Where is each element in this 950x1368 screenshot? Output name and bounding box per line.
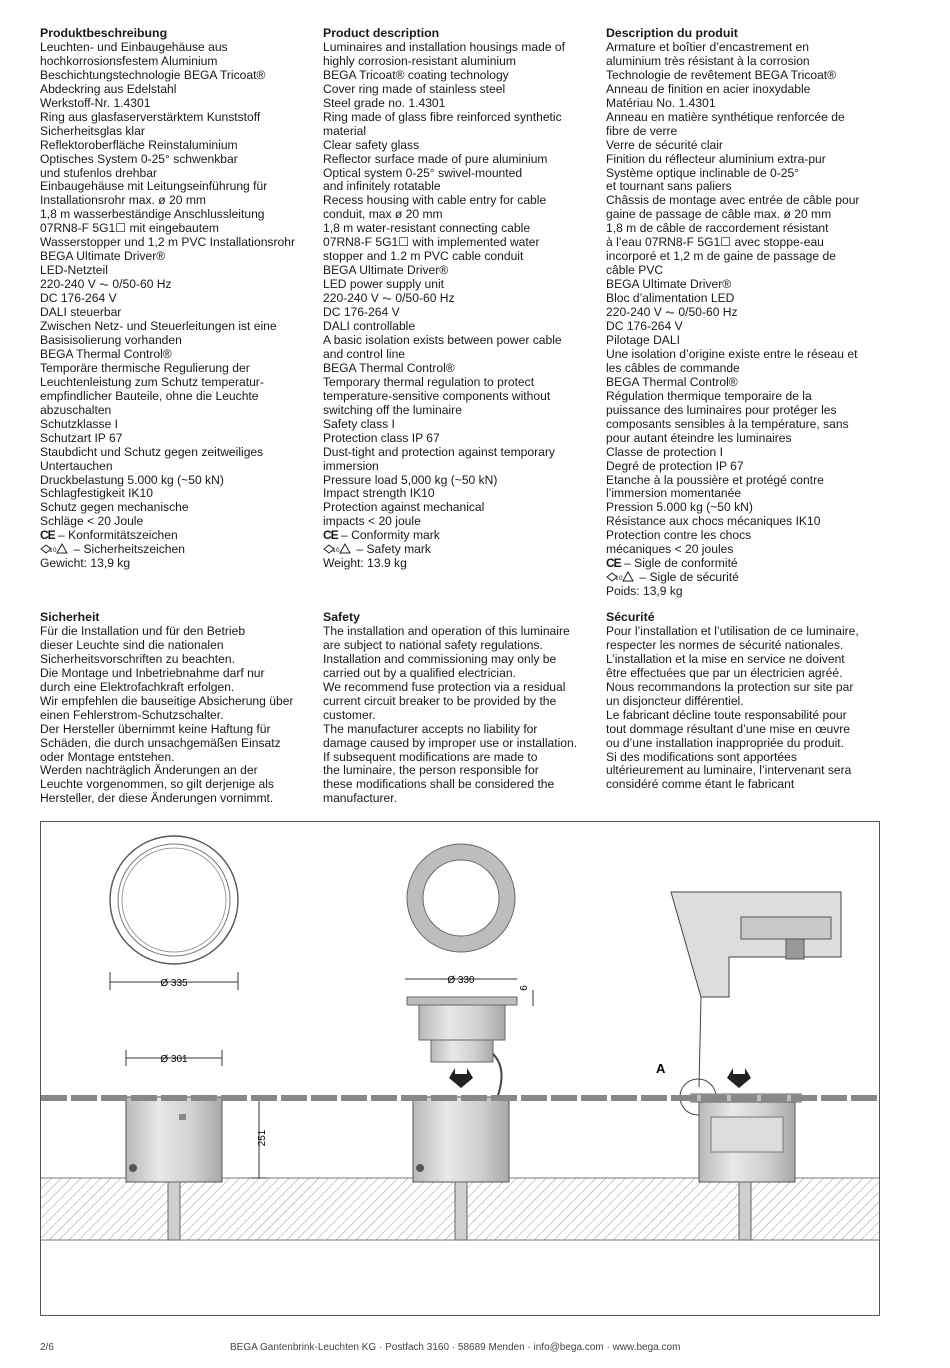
- text-line: Steel grade no. 1.4301: [323, 95, 446, 110]
- safety-section-fr: [606, 611, 878, 792]
- svg-text:10: 10: [332, 547, 340, 555]
- text-line: 07RN8-F 5G1☐ mit eingebautem: [40, 221, 219, 236]
- safety-mark-icon: [606, 571, 636, 582]
- text-line: conduit, max ø 20 mm: [323, 207, 443, 222]
- cover-diameter-label: Ø 330: [447, 975, 475, 986]
- text-line: damage caused by improper use or installation.: [323, 735, 578, 750]
- text-line: durch eine Elektrofachkraft erfolgen.: [40, 679, 235, 694]
- text-line: und stufenlos drehbar: [40, 165, 157, 180]
- text-line: L’installation et la mise en service ne doivent: [606, 651, 845, 666]
- text-line: Staubdicht und Schutz gegen zeitweiliges: [40, 444, 264, 459]
- text-line: Installationsrohr max. ø 20 mm: [40, 193, 207, 208]
- text-line: mécaniques < 20 joules: [606, 542, 734, 557]
- text-line: Schutz gegen mechanische: [40, 500, 189, 515]
- text-line: pour autant éteindre les luminaires: [606, 430, 792, 445]
- text-line: ultérieurement au luminaire, l’intervenant sera: [606, 763, 852, 778]
- ring-dimension: [110, 972, 238, 990]
- weight-en: Weight: 13.9 kg: [323, 556, 407, 571]
- text-line: The installation and operation of this luminaire: [323, 623, 570, 638]
- section-title-de: Produktbeschreibung: [40, 26, 168, 40]
- text-line: 220-240 V ⏦ 0/50-60 Hz: [40, 277, 172, 292]
- text-line: 220-240 V ⏦ 0/50-60 Hz: [606, 305, 738, 320]
- text-line: incorporé et 1,2 m de gaine de passage de: [606, 249, 836, 264]
- text-line: tout dommage résultant d’une mise en œuvre: [606, 721, 851, 736]
- ce-mark-icon: CE: [323, 528, 338, 543]
- text-line: Reflektoroberfläche Reinstaluminium: [40, 137, 238, 152]
- text-line: Pilotage DALI: [606, 332, 680, 347]
- text-line: composants sensibles à la température, sans: [606, 416, 849, 431]
- text-line: Basisisolierung vorhanden: [40, 332, 182, 347]
- svg-text:10: 10: [615, 575, 623, 583]
- conformity-line-en: CE – Conformity mark: [323, 528, 440, 543]
- text-line: fibre de verre: [606, 123, 678, 138]
- text-line: Dust-tight and protection against temporary: [323, 444, 555, 459]
- safety-section-de: [40, 611, 312, 806]
- text-line: Leuchten- und Einbaugehäuse aus: [40, 39, 228, 54]
- text-line: Protection contre les chocs: [606, 528, 752, 543]
- text-line: Leuchte vorgenommen, so gilt derjenige als: [40, 777, 274, 792]
- text-line: BEGA Ultimate Driver®: [606, 277, 732, 292]
- description-lines-fr: [606, 41, 878, 557]
- text-line: are subject to national safety regulations.: [323, 637, 543, 652]
- text-line: Schäden, die durch unsachgemäßen Einsatz: [40, 735, 281, 750]
- text-line: Temporäre thermische Regulierung der: [40, 360, 250, 375]
- text-line: 1,8 m de câble de raccordement résistant: [606, 221, 829, 236]
- safety-section-en: [323, 611, 595, 806]
- svg-text:10: 10: [49, 547, 57, 555]
- safety-lines-en: [323, 625, 595, 806]
- description-column-de: [40, 27, 312, 571]
- text-line: Abdeckring aus Edelstahl: [40, 81, 177, 96]
- ce-mark-icon: CE: [606, 556, 621, 571]
- description-column-en: [323, 27, 595, 571]
- text-line: Temporary thermal regulation to protect: [323, 374, 535, 389]
- text-line: BEGA Thermal Control®: [323, 360, 455, 375]
- text-line: et tournant sans paliers: [606, 179, 732, 194]
- text-line: respecter les normes de sécurité nationales.: [606, 637, 844, 652]
- detail-magnifier: [671, 892, 841, 1087]
- text-line: DC 176-264 V: [40, 291, 117, 306]
- text-line: Matériau No. 1.4301: [606, 95, 716, 110]
- text-line: Wir empfehlen die bauseitige Absicherung über: [40, 693, 294, 708]
- ce-mark-icon: CE: [40, 528, 55, 543]
- text-line: Nous recommandons la protection sur site par: [606, 679, 854, 694]
- section-title-fr: Description du produit: [606, 26, 738, 40]
- text-line: Recess housing with cable entry for cable: [323, 193, 547, 208]
- text-line: Protection against mechanical: [323, 500, 485, 515]
- text-line: Technologie de revêtement BEGA Tricoat®: [606, 67, 837, 82]
- text-line: impacts < 20 joule: [323, 514, 421, 529]
- ring-diameter-label: Ø 335: [160, 978, 188, 989]
- text-line: temperature-sensitive components without: [323, 388, 551, 403]
- text-line: Classe de protection I: [606, 444, 723, 459]
- text-line: Bloc d’alimentation LED: [606, 291, 735, 306]
- text-line: DALI controllable: [323, 319, 416, 334]
- text-line: BEGA Ultimate Driver®: [323, 263, 449, 278]
- ring-top-view: [110, 836, 238, 964]
- text-line: dieser Leuchte sind die nationalen: [40, 637, 224, 652]
- text-line: oder Montage entstehen.: [40, 749, 175, 764]
- safety-title-en: Safety: [323, 610, 360, 624]
- text-line: empfindlicher Bauteile, ohne die Leuchte: [40, 388, 259, 403]
- text-line: Clear safety glass: [323, 137, 420, 152]
- text-line: un disjoncteur différentiel.: [606, 693, 744, 708]
- safety-mark-icon: [40, 543, 70, 554]
- section-title-en: Product description: [323, 26, 440, 40]
- height-label: 251: [257, 1129, 268, 1147]
- text-line: Optical system 0-25° swivel-mounted: [323, 165, 523, 180]
- safety-mark-icon: [323, 543, 353, 554]
- text-line: Werkstoff-Nr. 1.4301: [40, 95, 151, 110]
- housing-dimension: [126, 1050, 222, 1066]
- text-line: Armature et boîtier d’encastrement en: [606, 39, 810, 54]
- text-line: 1,8 m water-resistant connecting cable: [323, 221, 531, 236]
- text-line: Schutzklasse I: [40, 416, 118, 431]
- text-line: Sicherheitsglas klar: [40, 123, 145, 138]
- text-line: hochkorrosionsfestem Aluminium: [40, 53, 218, 68]
- text-line: l’immersion momentanée: [606, 486, 742, 501]
- page-number: 2/6: [40, 1342, 54, 1353]
- safety-mark-line-fr: 10 – Sigle de sécurité: [606, 571, 878, 585]
- text-line: Beschichtungstechnologie BEGA Tricoat®: [40, 67, 266, 82]
- text-line: Finition du réflecteur aluminium extra-pur: [606, 151, 826, 166]
- height-dimension: [251, 1097, 268, 1178]
- text-line: gaine de passage de câble max. ø 20 mm: [606, 207, 832, 222]
- description-lines-en: [323, 41, 595, 529]
- text-line: the luminaire, the person responsible for: [323, 763, 539, 778]
- safety-title-fr: Sécurité: [606, 610, 655, 624]
- description-lines-de: [40, 41, 312, 529]
- text-line: manufacturer.: [323, 791, 397, 806]
- text-line: considéré comme étant le fabricant: [606, 777, 795, 792]
- text-line: Pression 5.000 kg (~50 kN): [606, 500, 753, 515]
- text-line: Sicherheitsvorschriften zu beachten.: [40, 651, 235, 666]
- text-line: these modifications shall be considered the: [323, 777, 555, 792]
- text-line: Optisches System 0-25° schwenkbar: [40, 151, 238, 166]
- text-line: and control line: [323, 346, 406, 361]
- weight-de: Gewicht: 13,9 kg: [40, 556, 131, 571]
- text-line: Anneau en matière synthétique renforcée de: [606, 109, 845, 124]
- text-line: LED power supply unit: [323, 277, 445, 292]
- text-line: Verre de sécurité clair: [606, 137, 723, 152]
- text-line: Résistance aux chocs mécaniques IK10: [606, 514, 821, 529]
- text-line: stopper and 1.2 m PVC cable conduit: [323, 249, 524, 264]
- text-line: aluminium très résistant à la corrosion: [606, 53, 810, 68]
- text-line: à l’eau 07RN8-F 5G1☐ avec stoppe-eau: [606, 235, 824, 250]
- text-line: We recommend fuse protection via a residual: [323, 679, 566, 694]
- text-line: Une isolation d’origine existe entre le réseau et: [606, 346, 858, 361]
- text-line: être effectuées que par un électricien agréé.: [606, 665, 843, 680]
- text-line: Le fabricant décline toute responsabilité pour: [606, 707, 847, 722]
- text-line: Degré de protection IP 67: [606, 458, 744, 473]
- text-line: Pour l’installation et l’utilisation de ce luminaire,: [606, 623, 859, 638]
- text-line: DALI steuerbar: [40, 305, 122, 320]
- text-line: einen Fehlerstrom-Schutzschalter.: [40, 707, 224, 722]
- text-line: Untertauchen: [40, 458, 113, 473]
- conformity-line-fr: CE – Sigle de conformité: [606, 556, 738, 571]
- safety-lines-de: [40, 625, 312, 806]
- text-line: Der Hersteller übernimmt keine Haftung für: [40, 721, 271, 736]
- company-address: BEGA Gantenbrink-Leuchten KG · Postfach 3160 · 58689 Menden · info@bega.com · www.bega.com: [230, 1342, 681, 1353]
- installation-diagram: [40, 821, 880, 1316]
- text-line: material: [323, 123, 367, 138]
- text-line: Werden nachträglich Änderungen an der: [40, 763, 258, 778]
- text-line: Einbaugehäuse mit Leitungseinführung für: [40, 179, 268, 194]
- description-column-fr: [606, 27, 878, 599]
- text-line: BEGA Tricoat® coating technology: [323, 67, 509, 82]
- text-line: Hersteller, der diese Änderungen vornimmt.: [40, 791, 274, 806]
- text-line: Leuchtenleistung zum Schutz temperatur-: [40, 374, 264, 389]
- text-line: Régulation thermique temporaire de la: [606, 388, 812, 403]
- safety-mark-line-de: 10 – Sicherheitszeichen: [40, 543, 312, 557]
- text-line: A basic isolation exists between power cable: [323, 332, 562, 347]
- text-line: Cover ring made of stainless steel: [323, 81, 506, 96]
- safety-lines-fr: [606, 625, 878, 792]
- text-line: carried out by a qualified electrician.: [323, 665, 516, 680]
- text-line: ou d’une installation inappropriée du produit.: [606, 735, 845, 750]
- text-line: Pressure load 5,000 kg (~50 kN): [323, 472, 498, 487]
- text-line: Protection class IP 67: [323, 430, 440, 445]
- text-line: Schutzart IP 67: [40, 430, 123, 445]
- text-line: Système optique inclinable de 0-25°: [606, 165, 800, 180]
- text-line: BEGA Thermal Control®: [40, 346, 172, 361]
- text-line: The manufacturer accepts no liability for: [323, 721, 538, 736]
- text-line: Anneau de finition en acier inoxydable: [606, 81, 811, 96]
- text-line: 1,8 m wasserbeständige Anschlussleitung: [40, 207, 265, 222]
- text-line: DC 176-264 V: [323, 305, 400, 320]
- text-line: Etanche à la poussière et protégé contre: [606, 472, 824, 487]
- text-line: les câbles de commande: [606, 360, 740, 375]
- text-line: Die Montage und Inbetriebnahme darf nur: [40, 665, 265, 680]
- text-line: 220-240 V ⏦ 0/50-60 Hz: [323, 291, 455, 306]
- text-line: Safety class I: [323, 416, 395, 431]
- housing-diameter-label: Ø 301: [160, 1054, 188, 1065]
- cover-ring-top-view: [407, 844, 515, 952]
- text-line: customer.: [323, 707, 376, 722]
- text-line: current circuit breaker to be provided by the: [323, 693, 557, 708]
- insert-arrow-icon-2: [727, 1068, 751, 1088]
- text-line: LED-Netzteil: [40, 263, 108, 278]
- text-line: Impact strength IK10: [323, 486, 435, 501]
- text-line: Ring aus glasfaserverstärktem Kunststoff: [40, 109, 261, 124]
- detail-label: A: [656, 1061, 666, 1076]
- text-line: Luminaires and installation housings made of: [323, 39, 566, 54]
- conformity-line-de: CE – Konformitätszeichen: [40, 528, 178, 543]
- text-line: immersion: [323, 458, 379, 473]
- text-line: Wasserstopper und 1,2 m PVC Installationsrohr: [40, 235, 295, 250]
- text-line: and infinitely rotatable: [323, 179, 441, 194]
- text-line: câble PVC: [606, 263, 664, 278]
- text-line: DC 176-264 V: [606, 319, 683, 334]
- text-line: highly corrosion-resistant aluminium: [323, 53, 516, 68]
- text-line: Für die Installation und für den Betrieb: [40, 623, 246, 638]
- text-line: Schlagfestigkeit IK10: [40, 486, 153, 501]
- text-line: abzuschalten: [40, 402, 112, 417]
- text-line: Schläge < 20 Joule: [40, 514, 144, 529]
- cover-thickness-label: 6: [519, 985, 530, 991]
- text-line: 07RN8-F 5G1☐ with implemented water: [323, 235, 540, 250]
- insert-arrow-icon: [449, 1068, 473, 1088]
- safety-mark-line-en: 10 – Safety mark: [323, 543, 595, 557]
- text-line: Reflector surface made of pure aluminium: [323, 151, 548, 166]
- text-line: Druckbelastung 5.000 kg (~50 kN): [40, 472, 224, 487]
- text-line: Châssis de montage avec entrée de câble pour: [606, 193, 860, 208]
- weight-fr: Poids: 13,9 kg: [606, 584, 683, 599]
- text-line: Si des modifications sont apportées: [606, 749, 797, 764]
- text-line: If subsequent modifications are made to: [323, 749, 538, 764]
- text-line: switching off the luminaire: [323, 402, 462, 417]
- text-line: BEGA Ultimate Driver®: [40, 249, 166, 264]
- text-line: Zwischen Netz- und Steuerleitungen ist eine: [40, 319, 277, 334]
- text-line: Installation and commissioning may only be: [323, 651, 557, 666]
- text-line: Ring made of glass fibre reinforced synthetic: [323, 109, 562, 124]
- text-line: puissance des luminaires pour protéger les: [606, 402, 837, 417]
- text-line: BEGA Thermal Control®: [606, 374, 738, 389]
- safety-title-de: Sicherheit: [40, 610, 100, 624]
